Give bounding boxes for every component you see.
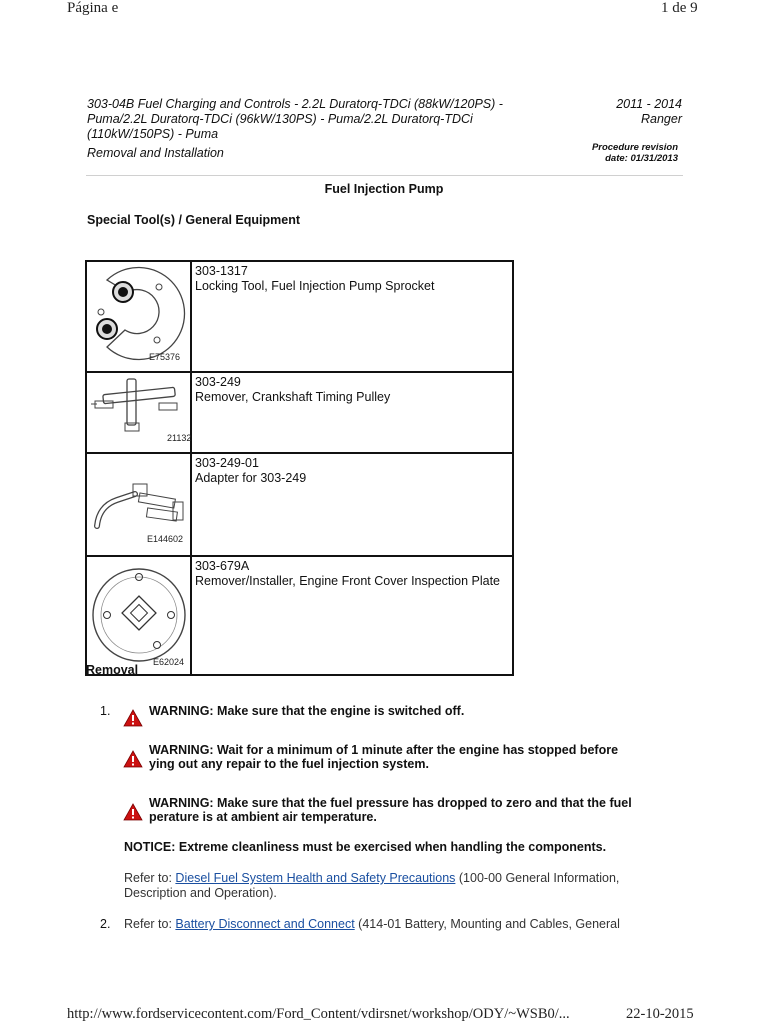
tool-image-cell — [86, 261, 191, 372]
procedure-title: Fuel Injection Pump — [324, 182, 444, 196]
tool-description: Remover, Crankshaft Timing Pulley — [195, 390, 391, 404]
notice-text: NOTICE: Extreme cleanliness must be exercised when handling the components. — [124, 840, 607, 854]
revision-date: date: 01/31/2013 — [605, 153, 678, 164]
tool-description-cell — [191, 261, 513, 372]
revision-label: Procedure revision — [591, 142, 678, 153]
warning-icon — [123, 709, 143, 727]
special-tools-heading: Special Tool(s) / General Equipment — [87, 213, 301, 227]
print-header-left: Página e — [67, 0, 119, 16]
removal-heading: Removal — [86, 663, 139, 677]
vehicle-info — [560, 97, 682, 127]
procedure-revision — [540, 142, 678, 164]
tool-code: 303-249-01 — [195, 456, 259, 470]
tool-code: 303-1317 — [195, 264, 248, 278]
doc-title-line: 303-04B Fuel Charging and Controls - 2.2L Duratorq-TDCi (88kW/120PS) - — [87, 97, 503, 111]
tool-description: Remover/Installer, Engine Front Cover Inspection Plate — [195, 574, 501, 588]
tool-description-cell — [191, 372, 513, 453]
tool-image-code: E144602 — [147, 534, 184, 544]
print-header-page-count: 1 de 9 — [661, 0, 698, 16]
doc-title-line: (110kW/150PS) - Puma — [87, 127, 219, 141]
step-number: 1. — [100, 704, 111, 718]
tool-image-cell — [86, 372, 191, 453]
header-divider — [86, 175, 683, 176]
warning-text: WARNING: Wait for a minimum of 1 minute after the engine has stopped before — [149, 743, 619, 757]
refer-prefix: Refer to: — [124, 871, 176, 885]
print-footer-url: http://www.fordservicecontent.com/Ford_Content/vdirsnet/workshop/ODY/~WSB0/... — [67, 1006, 570, 1022]
tool-code: 303-249 — [195, 375, 241, 389]
tool-description: Locking Tool, Fuel Injection Pump Sprocket — [195, 279, 435, 293]
table-row — [86, 261, 513, 372]
battery-disconnect-link[interactable]: Battery Disconnect and Connect — [175, 917, 355, 931]
warning-text: perature is at ambient air temperature. — [149, 810, 377, 824]
special-tools-table — [85, 260, 514, 676]
step-reference — [124, 871, 684, 901]
locking-tool-sprocket-icon — [87, 262, 190, 366]
refer-suffix: (100-00 General Information, — [455, 871, 620, 885]
refer-suffix: Description and Operation). — [124, 886, 277, 900]
table-row — [86, 372, 513, 453]
tool-image-code: 21132 — [167, 433, 192, 443]
inspection-plate-tool-icon — [87, 557, 190, 669]
tool-image-cell — [86, 556, 191, 675]
refer-suffix: (414-01 Battery, Mounting and Cables, General — [354, 917, 620, 931]
table-row — [86, 453, 513, 556]
model-years: 2011 - 2014 — [616, 97, 682, 111]
warning-text: WARNING: Make sure that the fuel pressure has dropped to zero and that the fuel — [149, 796, 632, 810]
table-row — [86, 556, 513, 675]
step-reference — [124, 917, 684, 932]
tool-image-cell — [86, 453, 191, 556]
doc-title-line: Puma/2.2L Duratorq-TDCi (96kW/130PS) - Puma/2.2L Duratorq-TDCi — [87, 112, 473, 126]
doc-title — [87, 97, 547, 142]
warning-icon — [123, 750, 143, 768]
tool-image-code: E62024 — [153, 657, 185, 667]
tool-image-code: E75376 — [149, 352, 181, 362]
warning-text: ying out any repair to the fuel injection system. — [149, 757, 429, 771]
model-name: Ranger — [641, 112, 682, 126]
diesel-safety-link[interactable]: Diesel Fuel System Health and Safety Precautions — [175, 871, 456, 885]
tool-description: Adapter for 303-249 — [195, 471, 307, 485]
print-footer-date: 22-10-2015 — [626, 1006, 694, 1022]
section-type: Removal and Installation — [87, 146, 224, 160]
tool-code: 303-679A — [195, 559, 250, 573]
refer-prefix: Refer to: — [124, 917, 176, 931]
tool-description-cell — [191, 453, 513, 556]
tool-description-cell — [191, 556, 513, 675]
step-number: 2. — [100, 917, 111, 931]
warning-icon — [123, 803, 143, 821]
warning-text: WARNING: Make sure that the engine is switched off. — [149, 704, 465, 718]
